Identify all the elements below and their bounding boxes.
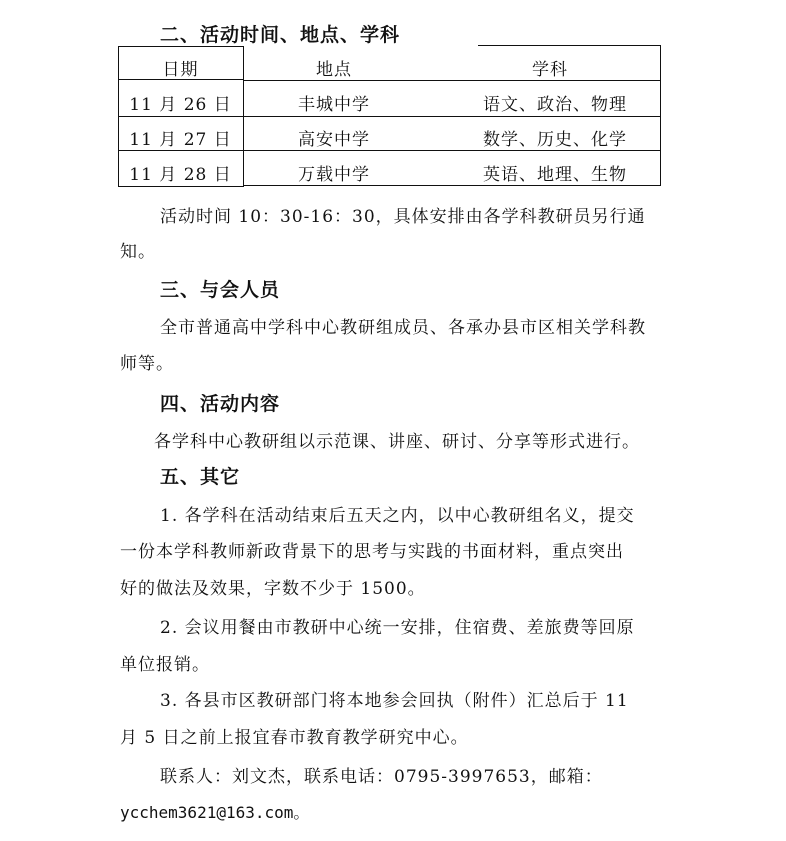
table-cell-subjects: 英语、地理、生物 bbox=[483, 165, 627, 185]
table-top-border-left bbox=[118, 46, 243, 47]
table-cell-date: 11 月 27 日 bbox=[129, 130, 232, 150]
table-right-border bbox=[660, 45, 661, 186]
attendees-line-1: 全市普通高中学科中心教研组成员、各承办县市区相关学科教 bbox=[160, 318, 646, 338]
table-header-date: 日期 bbox=[162, 60, 199, 80]
section-2-heading: 二、活动时间、地点、学科 bbox=[160, 24, 401, 46]
item-2-line-2: 单位报销。 bbox=[120, 655, 210, 675]
table-cell-date: 11 月 28 日 bbox=[129, 165, 232, 185]
item-2-line-1: 2. 会议用餐由市教研中心统一安排，住宿费、差旅费等回原 bbox=[160, 618, 635, 638]
table-rule-1b bbox=[244, 80, 660, 81]
section-3-heading: 三、与会人员 bbox=[160, 279, 281, 301]
table-cell-subjects: 数学、历史、化学 bbox=[483, 130, 627, 150]
section-4-heading: 四、活动内容 bbox=[160, 393, 281, 415]
item-3-line-1: 3. 各县市区教研部门将本地参会回执（附件）汇总后于 11 bbox=[160, 691, 629, 711]
attendees-line-2: 师等。 bbox=[120, 354, 174, 374]
content-line-1: 各学科中心教研组以示范课、讲座、研讨、分享等形式进行。 bbox=[154, 432, 640, 452]
contact-email: ycchem3621@163.com。 bbox=[120, 803, 310, 822]
table-header-location: 地点 bbox=[316, 60, 352, 80]
item-1-line-3: 好的做法及效果，字数不少于 1500。 bbox=[120, 579, 426, 599]
table-cell-location: 丰城中学 bbox=[298, 95, 370, 115]
activity-time-line-1: 活动时间 10：30-16：30，具体安排由各学科教研员另行通 bbox=[160, 207, 646, 227]
table-bottom-border-right bbox=[244, 185, 660, 186]
item-1-line-1: 1. 各学科在活动结束后五天之内，以中心教研组名义，提交 bbox=[160, 506, 635, 526]
contact-line-1: 联系人：刘文杰，联系电话：0795-3997653，邮箱： bbox=[160, 767, 603, 787]
activity-time-line-2: 知。 bbox=[120, 242, 156, 262]
table-cell-subjects: 语文、政治、物理 bbox=[483, 95, 627, 115]
table-header-subjects: 学科 bbox=[532, 60, 568, 80]
table-cell-location: 高安中学 bbox=[298, 130, 370, 150]
item-3-line-2: 月 5 日之前上报宜春市教育教学研究中心。 bbox=[120, 728, 469, 748]
table-top-border-right bbox=[478, 45, 661, 46]
table-rule-2 bbox=[118, 116, 660, 117]
table-cell-date: 11 月 26 日 bbox=[129, 95, 232, 115]
item-1-line-2: 一份本学科教师新政背景下的思考与实践的书面材料，重点突出 bbox=[120, 542, 624, 562]
table-bottom-border-left bbox=[118, 186, 243, 187]
table-rule-3 bbox=[118, 150, 660, 151]
section-5-heading: 五、其它 bbox=[160, 466, 241, 488]
table-cell-location: 万载中学 bbox=[298, 165, 370, 185]
